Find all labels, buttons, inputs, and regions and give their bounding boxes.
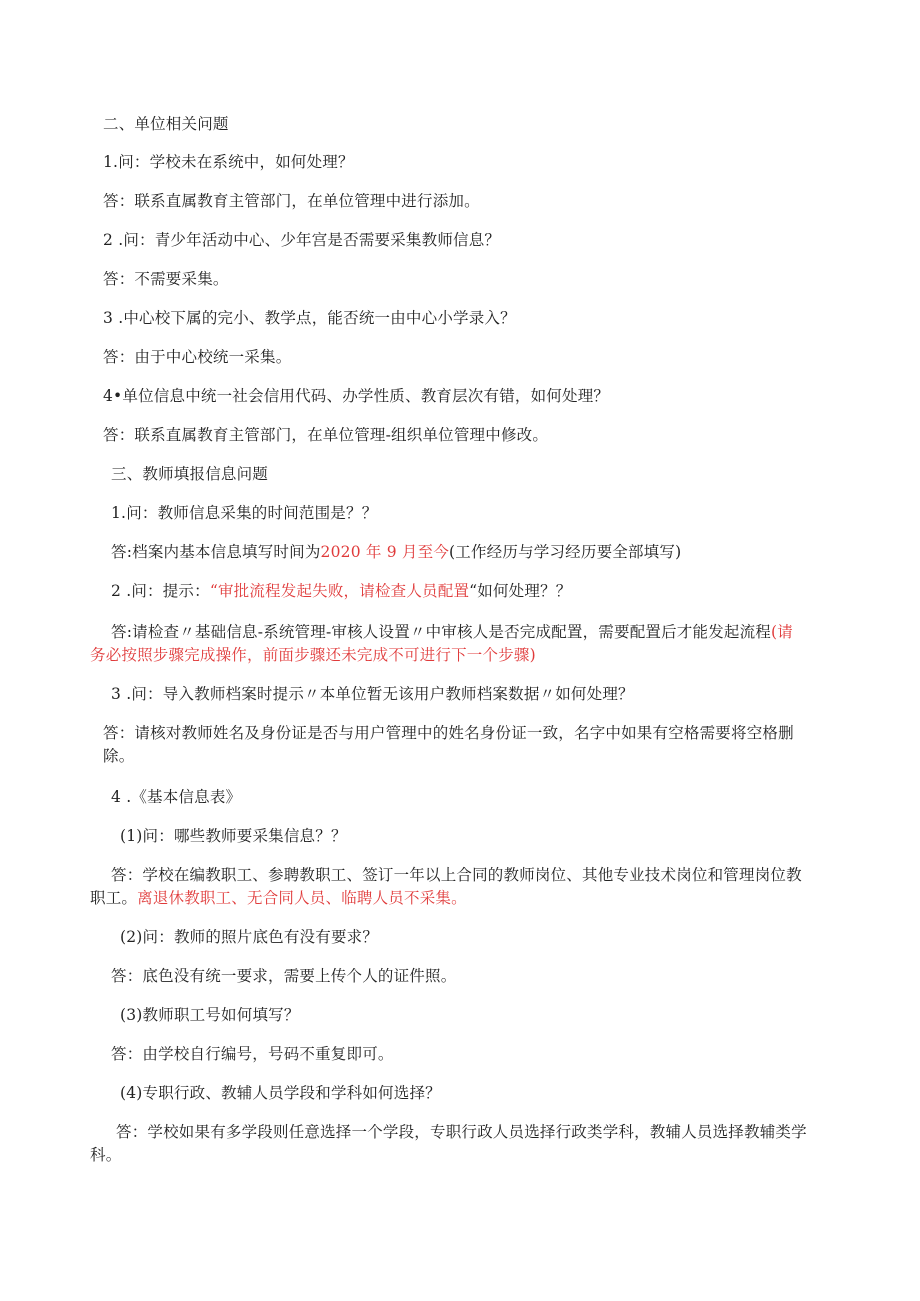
question-teacher-2-text: 2 .问：提示： xyxy=(111,582,210,600)
basic-answer-4-line-2: 科。 xyxy=(90,1146,122,1164)
answer-teacher-1-text: 答:档案内基本信息填写时间为 xyxy=(111,543,321,561)
basic-answer-2: 答：底色没有统一要求，需要上传个人的证件照。 xyxy=(111,967,457,985)
basic-question-4: (4)专职行政、教辅人员学段和学科如何选择？ xyxy=(120,1084,441,1102)
question-teacher-2-tail: “如何处理？？ xyxy=(469,582,572,600)
answer-teacher-3-line-2: 除。 xyxy=(103,747,135,765)
answer-teacher-2-text: 答:请检查〃基础信息-系统管理-审核人设置〃中审核人是否完成配置，需要配置后才能发起流程 xyxy=(111,623,771,641)
basic-question-1: (1)问：哪些教师要采集信息？？ xyxy=(120,827,347,845)
basic-answer-1-line-1: 答：学校在编教职工、参聘教职工、签订一年以上合同的教师岗位、其他专业技术岗位和管理岗位教 xyxy=(111,866,802,884)
basic-answer-4-line-1: 答：学校如果有多学段则任意选择一个学段，专职行政人员选择行政类学科，教辅人员选择教辅类学 xyxy=(116,1123,807,1141)
basic-question-3: (3)教师职工号如何填写？ xyxy=(120,1006,300,1024)
question-teacher-1: 1.问：教师信息采集的时间范围是？？ xyxy=(111,504,378,522)
answer-teacher-1 xyxy=(111,540,681,564)
answer-teacher-3-line-1: 答：请核对教师姓名及身份证是否与用户管理中的姓名身份证一致，名字中如果有空格需要将空格删 xyxy=(103,724,794,742)
basic-answer-1-highlight: 离退休教职工、无合同人员、临聘人员不采集。 xyxy=(137,889,467,907)
basic-question-2: (2)问：教师的照片底色有没有要求？ xyxy=(120,928,379,946)
question-unit-3: 3 .中心校下属的完小、教学点，能否统一由中心小学录入？ xyxy=(103,309,516,327)
answer-teacher-1-note: (工作经历与学习经历要全部填写) xyxy=(449,543,682,561)
basic-info-heading: 4 .《基本信息表》 xyxy=(111,788,242,806)
basic-answer-1-text: 职工。 xyxy=(90,889,138,907)
answer-unit-1: 答：联系直属教育主管部门，在单位管理中进行添加。 xyxy=(103,192,480,210)
basic-answer-1-line-2 xyxy=(90,886,467,910)
basic-answer-3: 答：由学校自行编号，号码不重复即可。 xyxy=(111,1045,394,1063)
question-teacher-3: 3 .问：导入教师档案时提示〃本单位暂无该用户教师档案数据〃如何处理？ xyxy=(111,685,634,703)
answer-teacher-2-line-2: 务必按照步骤完成操作，前面步骤还未完成不可进行下一个步骤) xyxy=(90,646,536,664)
answer-teacher-1-highlight: 2020 年 9 月至今 xyxy=(320,543,450,561)
section-heading-unit: 二、单位相关问题 xyxy=(103,115,229,133)
question-unit-1: 1.问：学校未在系统中，如何处理？ xyxy=(103,153,354,171)
answer-teacher-2-line-1 xyxy=(111,620,793,644)
section-heading-teacher: 三、教师填报信息问题 xyxy=(111,465,269,483)
answer-unit-2: 答：不需要采集。 xyxy=(103,270,229,288)
answer-teacher-2-highlight-start: (请 xyxy=(771,623,793,641)
question-unit-2: 2 .问：青少年活动中心、少年宫是否需要采集教师信息？ xyxy=(103,231,501,249)
question-teacher-2-highlight: “审批流程发起失败，请检查人员配置 xyxy=(209,582,470,600)
answer-unit-4: 答：联系直属教育主管部门，在单位管理-组织单位管理中修改。 xyxy=(103,426,549,444)
answer-unit-3: 答：由于中心校统一采集。 xyxy=(103,348,292,366)
question-unit-4: 4•单位信息中统一社会信用代码、办学性质、教育层次有错，如何处理？ xyxy=(103,387,610,405)
question-teacher-2 xyxy=(111,579,571,603)
